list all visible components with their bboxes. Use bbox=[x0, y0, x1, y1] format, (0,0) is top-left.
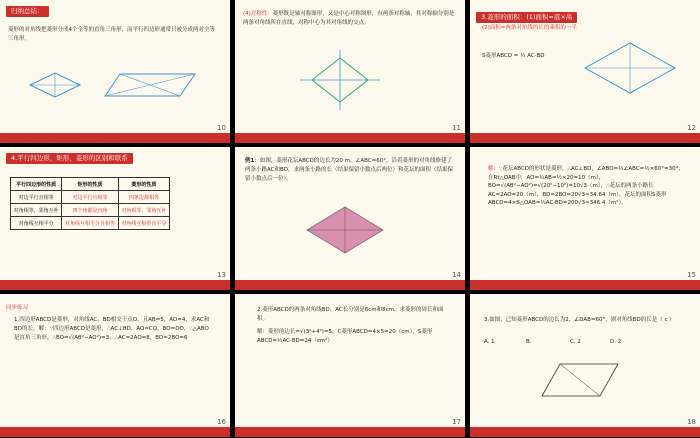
table-cell: 对角线互相垂直平分 bbox=[118, 217, 169, 230]
slide-body: 例1：如图，菱形花坛ABCD的边长为20 m，∠ABC=60°，沿着菱形的对角线修建了两条小路AC和BD，求两条小路的长（结果保留小数点后两位）和花坛的面积（结果保留小数点后一位）。 bbox=[245, 158, 454, 182]
slide-title: 4.平行四边形，矩形，菱形的区别和联系 bbox=[6, 153, 133, 164]
footer-bar bbox=[0, 133, 230, 143]
slide-body: 菱形的对角线把菱形分成4个全等的直角三角形，而平行四边形通常只被分成两对全等三角形。 bbox=[8, 27, 216, 42]
slide-number: 13 bbox=[217, 271, 226, 279]
slide-17[interactable] bbox=[235, 294, 465, 437]
slide-number: 10 bbox=[217, 124, 226, 132]
footer-bar bbox=[235, 133, 465, 143]
slide-body: (4)对称性：菱形既是轴对称图形，又是中心对称图形，有两条对称轴，其对称轴分别是两条对角线所在直线，对称中心为其对角线的交点。 bbox=[243, 11, 455, 26]
slide-number: 15 bbox=[687, 271, 696, 279]
slide-18[interactable] bbox=[470, 294, 700, 437]
slide-11[interactable] bbox=[235, 0, 465, 143]
footer-bar bbox=[0, 427, 230, 437]
comparison-table bbox=[10, 177, 170, 230]
table-cell: 对角相等，邻角互补 bbox=[118, 204, 169, 217]
table-cell: 对角线互相平分且相等 bbox=[62, 217, 118, 230]
rhombus-diagram bbox=[25, 70, 205, 100]
slide-body: 解：∵花坛ABCD的形状是菱形，∴AC⊥BD，∠ABO=½∠ABC=½×60°=30°，在Rt△OAB中，AO=½AB=½×20=10（m），BO=√(AB²−AO²)=√(20²−10²)=10√3（m），∴花坛的两条小路长AC=2AO=20（m），BD=2BO=20√3≈34.64（m），花坛的面积S菱形ABCD=4×S△OAB=½AC·BD=200√3≈346.4（m²）。 bbox=[488, 166, 684, 206]
table-cell: 四条边都相等 bbox=[118, 191, 169, 204]
slide-16[interactable] bbox=[0, 294, 230, 437]
option-c[interactable]: C. 2 bbox=[570, 339, 581, 345]
slide-body: 1.四边形ABCD是菱形，对角线AC，BD相交于点O，且AB=5，AO=4，求AC和BD的长。解：∵四边形ABCD是菱形，∴AC⊥BD，AO=CO，BO=DO，∴△ABO是直角三角形，∴BO=√(AB²−AO²)=3，∴AC=2AO=8，BD=2BO=6 bbox=[14, 317, 210, 341]
table-header: 菱形的性质 bbox=[118, 178, 169, 191]
slide-number: 17 bbox=[452, 418, 461, 426]
table-cell: 对边平行且相等 bbox=[11, 191, 62, 204]
footer-bar bbox=[470, 280, 700, 290]
slide-12[interactable] bbox=[470, 0, 700, 143]
slide-title: 同步练习 bbox=[6, 305, 29, 311]
footer-bar bbox=[235, 280, 465, 290]
slide-number: 16 bbox=[217, 418, 226, 426]
option-a[interactable]: A. 1 bbox=[484, 339, 495, 345]
slide-13[interactable] bbox=[0, 147, 230, 290]
slide-number: 18 bbox=[687, 418, 696, 426]
footer-bar bbox=[235, 427, 465, 437]
table-cell: 对边平行且相等 bbox=[62, 191, 118, 204]
rhombus-question-diagram bbox=[540, 360, 620, 400]
footer-bar bbox=[470, 133, 700, 143]
symmetry-diagram bbox=[300, 50, 380, 110]
table-header: 平行四边形的性质 bbox=[11, 178, 62, 191]
area-formula: S菱形ABCD = ½ AC·BD bbox=[482, 53, 545, 59]
slide-14[interactable] bbox=[235, 147, 465, 290]
flowerbed-diagram bbox=[305, 205, 385, 255]
footer-bar bbox=[0, 280, 230, 290]
slide-number: 14 bbox=[452, 271, 461, 279]
slide-title: 2.菱形ABCD的两条对角线BD、AC长分别是6cm和8cm，求菱形的周长和面积。 bbox=[257, 307, 444, 322]
question-text: 3.如图，已知菱形ABCD的边长为2，∠DAB=60°，则对角线BD的长是（ c ） bbox=[484, 317, 675, 323]
option-d[interactable]: D. 2 bbox=[610, 339, 622, 345]
table-cell: 四个角都是直角 bbox=[62, 204, 118, 217]
table-header: 矩形的性质 bbox=[62, 178, 118, 191]
option-b[interactable]: B. bbox=[526, 339, 532, 345]
slide-subtitle: (2)面积=两条对角线的长的乘积的一半 bbox=[482, 25, 577, 31]
slide-15[interactable] bbox=[470, 147, 700, 290]
table-cell: 对角相等，邻角互补 bbox=[11, 204, 62, 217]
slide-number: 12 bbox=[687, 124, 696, 132]
slide-title: 归纳总结： bbox=[6, 6, 49, 17]
table-cell: 对角线互相平分 bbox=[11, 217, 62, 230]
slide-10[interactable] bbox=[0, 0, 230, 143]
slide-number: 11 bbox=[452, 124, 461, 132]
slide-body: 解：菱形的边长=√(3²+4²)=5，C菱形ABCD=4×5=20（cm），S菱形ABCD=½AC·BD=24（cm²） bbox=[257, 329, 433, 344]
slide-title: 3.菱形的面积：(1)面积=底×高 bbox=[476, 12, 577, 23]
rhombus-area-diagram bbox=[580, 38, 680, 98]
footer-bar bbox=[470, 427, 700, 437]
